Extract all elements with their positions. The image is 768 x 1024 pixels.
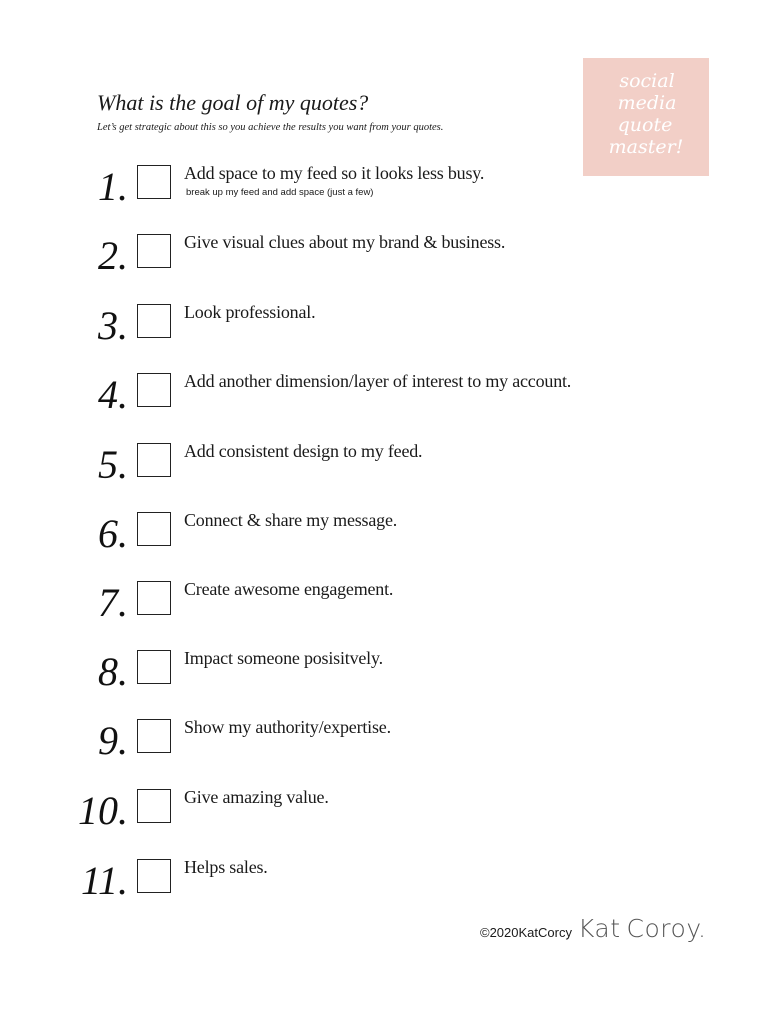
item-label: Impact someone posisitvely. [184, 648, 383, 668]
item-sublabel: break up my feed and add space (just a few) [186, 187, 374, 198]
item-label: Helps sales. [184, 857, 268, 877]
checkbox-goal-8[interactable] [137, 650, 171, 684]
item-label: Show my authority/expertise. [184, 717, 391, 737]
item-number: 4. [98, 372, 128, 417]
page-title: What is the goal of my quotes? [97, 90, 369, 115]
brand-first: Kat [577, 914, 621, 943]
goal-item-2 [0, 234, 768, 284]
item-number: 8. [98, 649, 128, 694]
item-label: Create awesome engagement. [184, 579, 394, 599]
checkbox-goal-1[interactable] [137, 165, 171, 199]
goal-item-11 [0, 859, 768, 909]
checkbox-goal-4[interactable] [137, 373, 171, 407]
item-label: Add another dimension/layer of interest to my account. [184, 371, 572, 391]
goal-item-7 [0, 581, 768, 631]
brand-wordmark [578, 914, 707, 943]
item-number: 6. [98, 511, 128, 556]
goal-item-9 [0, 719, 768, 769]
goal-item-10 [0, 789, 768, 839]
item-number: 1. [98, 164, 128, 209]
checkbox-goal-6[interactable] [137, 512, 171, 546]
checkbox-goal-3[interactable] [137, 304, 171, 338]
item-number: 10. [78, 788, 128, 833]
logo-line-3: quote [617, 114, 673, 136]
item-number: 9. [98, 718, 128, 763]
goal-item-3 [0, 304, 768, 354]
checkbox-goal-9[interactable] [137, 719, 171, 753]
item-number: 11. [80, 858, 128, 903]
goal-item-8 [0, 650, 768, 700]
footer [480, 914, 707, 943]
goal-item-4 [0, 373, 768, 423]
item-number: 2. [98, 233, 128, 278]
checkbox-goal-10[interactable] [137, 789, 171, 823]
copyright-text: ©2020KatCorcy [480, 925, 572, 940]
item-label: Give amazing value. [184, 787, 329, 807]
goal-item-5 [0, 443, 768, 493]
logo-line-4: master! [608, 136, 684, 158]
brand-logo [583, 58, 709, 176]
checkbox-goal-2[interactable] [137, 234, 171, 268]
logo-line-2: media [617, 92, 677, 114]
checkbox-goal-5[interactable] [137, 443, 171, 477]
checkbox-goal-11[interactable] [137, 859, 171, 893]
brand-second: Coroy. [626, 914, 707, 943]
checkbox-goal-7[interactable] [137, 581, 171, 615]
item-number: 7. [98, 580, 128, 625]
logo-script-text [583, 58, 709, 176]
item-label: Add consistent design to my feed. [184, 441, 423, 461]
item-number: 5. [98, 442, 128, 487]
item-label: Look professional. [184, 302, 316, 322]
goal-item-1 [0, 165, 768, 215]
item-label: Add space to my feed so it looks less busy. [184, 163, 485, 183]
item-label: Connect & share my message. [184, 510, 398, 530]
item-number: 3. [98, 303, 128, 348]
logo-line-1: social [619, 70, 675, 92]
goal-item-6 [0, 512, 768, 562]
page-subtitle: Let’s get strategic about this so you achieve the results you want from your quotes. [97, 122, 444, 133]
item-label: Give visual clues about my brand & business. [184, 232, 506, 252]
